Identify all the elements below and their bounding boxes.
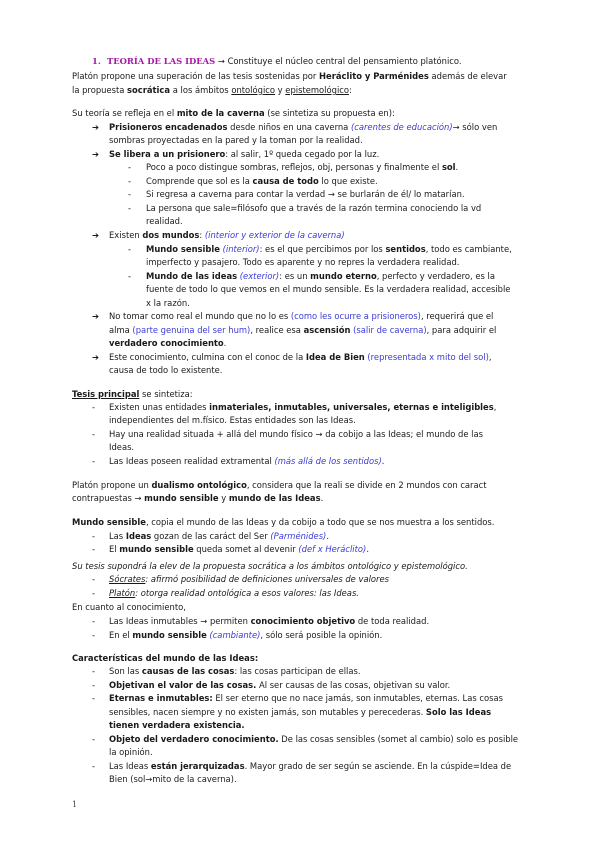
caracteristica-item	[109, 760, 511, 774]
arrow-bullet-icon: ➔	[92, 352, 100, 362]
sensible-item	[109, 543, 369, 557]
text: , realice esa	[250, 325, 304, 335]
text: , copia el mundo de las Ideas y da cobijo a todo que se nos muestra a los sentidos.	[145, 517, 495, 527]
text: queda somet al devenir	[193, 544, 299, 554]
bullet-libera	[109, 148, 379, 162]
dash-bullet-icon: -	[92, 616, 96, 626]
text: De las cosas sensibles (somet al cambio) solo es posible	[278, 734, 519, 744]
caracteristicas-title: Características del mundo de las Ideas:	[72, 653, 259, 663]
text: Las Ideas	[109, 761, 151, 771]
text: .	[455, 162, 459, 172]
text: , todo es cambiante,	[425, 244, 512, 254]
sub-item: Si regresa a caverna para contar la verdad → se burlarán de él/ lo matarían.	[146, 189, 465, 199]
text: Existen unas entidades	[109, 402, 210, 412]
dash-bullet-icon: -	[128, 176, 132, 186]
text-underlined: epistemológico	[285, 85, 349, 95]
dash-bullet-icon: -	[92, 544, 96, 554]
text: a los ámbitos	[170, 85, 232, 95]
dash-bullet-icon: -	[92, 531, 96, 541]
tesis-item	[109, 455, 384, 469]
caracteristica-item-cont: tienen verdadera existencia.	[109, 720, 245, 730]
text: : es el que percibimos por los	[259, 244, 386, 254]
caverna-intro	[72, 107, 395, 121]
text: .	[381, 456, 385, 466]
text-bold: Ideas	[125, 531, 152, 541]
text: , perfecto y verdadero, es la	[376, 271, 495, 281]
intro-line-2	[72, 84, 352, 98]
text-underlined: Sócrates	[109, 574, 146, 584]
text: : otorga realidad ontológica a esos valores: las Ideas.	[135, 588, 359, 598]
text-italic-blue: (Parménides)	[270, 531, 327, 541]
text: Existen	[109, 230, 143, 240]
tesis-item: Hay una realidad situada + allá del mundo físico → da cobijo a las Ideas; el mundo de las	[109, 429, 483, 439]
bullet-idea-bien-cont: causa de todo lo existente.	[109, 365, 223, 375]
sub-item-cont: x la razón.	[146, 298, 190, 308]
text: Platón propone una superación de las tesis sostenidas por	[72, 71, 320, 81]
text: .	[320, 493, 324, 503]
text-bold: Eternas e inmutables:	[109, 693, 213, 703]
text-bold: están jerarquizadas	[150, 761, 245, 771]
tesis-item-cont: independientes del m.físico. Estas entidades son las Ideas.	[109, 415, 356, 425]
text-bold: Heráclito y Parménides	[319, 71, 429, 81]
dash-bullet-icon: -	[92, 761, 96, 771]
dash-bullet-icon: -	[92, 588, 96, 598]
text: y	[218, 493, 229, 503]
text-bold: Mundo sensible	[72, 517, 146, 527]
text: .	[326, 531, 330, 541]
text-bold: socrática	[127, 85, 171, 95]
text-bold-underlined: Tesis principal	[72, 389, 140, 399]
text: gozan de las caráct del Ser	[151, 531, 271, 541]
text: Las	[109, 531, 126, 541]
text-bold: verdadero conocimiento	[109, 338, 224, 348]
text: El ser eterno que no nace jamás, son inmutables, eternas. Las cosas	[212, 693, 503, 703]
caracteristica-item-cont: la opinión.	[109, 747, 153, 757]
text-bold: mundo sensible	[144, 493, 219, 503]
text-blue: (representada x mito del sol)	[367, 352, 489, 362]
text-bold: mundo sensible	[119, 544, 194, 554]
text: (se sintetiza su propuesta en):	[264, 108, 395, 118]
text: En el	[109, 630, 133, 640]
text: : las cosas participan de ellas.	[234, 666, 361, 676]
dash-bullet-icon: -	[92, 630, 96, 640]
text-underlined: Platón	[109, 588, 136, 598]
dash-bullet-icon: -	[92, 456, 96, 466]
dualismo-line-2	[72, 492, 323, 506]
text: , requerirá que el	[420, 311, 494, 321]
caracteristica-item	[109, 665, 361, 679]
text-bold: Mundo de las ideas	[146, 271, 238, 281]
caracteristica-item-cont: Bien (sol→mito de la caverna).	[109, 774, 237, 784]
text-italic-blue: (def x Heráclito)	[298, 544, 367, 554]
heading-line	[107, 55, 462, 69]
text: Las Ideas poseen realidad extramental	[109, 456, 275, 466]
text: Poco a poco distingue sombras, reflejos, obj, personas y finalmente el	[146, 162, 442, 172]
dualismo-line-1	[72, 479, 487, 493]
text: : al salir, 1º queda cegado por la luz.	[225, 149, 380, 159]
text-bold: Solo las Ideas	[425, 707, 492, 717]
text-bold: mito de la caverna	[176, 108, 265, 118]
text: se sintetiza:	[139, 389, 193, 399]
dash-bullet-icon: -	[92, 402, 96, 412]
text-bold: mundo de las Ideas	[228, 493, 321, 503]
text: , considera que la reali se divide en 2 mundos con caract	[246, 480, 487, 490]
conocimiento-item	[109, 629, 382, 643]
caracteristica-item	[109, 692, 503, 706]
text: : es un	[279, 271, 311, 281]
intro-line-1	[72, 70, 507, 84]
page-number: 1	[72, 800, 78, 809]
dash-bullet-icon: -	[92, 429, 96, 439]
bullet-idea-bien	[109, 351, 492, 365]
text-bold: Prisioneros encadenados	[109, 122, 228, 132]
dash-bullet-icon: -	[128, 162, 132, 172]
dash-bullet-icon: -	[92, 666, 96, 676]
arrow-bullet-icon: ➔	[92, 149, 100, 159]
dash-bullet-icon: -	[128, 203, 132, 213]
bullet-no-tomar	[109, 310, 493, 324]
text: .	[223, 338, 227, 348]
tesis-item	[109, 401, 496, 415]
text: lo que existe.	[318, 176, 378, 186]
sensible-item	[109, 530, 329, 544]
text: El	[109, 544, 120, 554]
text: :	[199, 230, 205, 240]
text-underlined: ontológico	[231, 85, 276, 95]
text: contrapuestas →	[72, 493, 145, 503]
heading-number: 1.	[92, 56, 101, 66]
text: , sólo será posible la opinión.	[260, 630, 383, 640]
sensible-line	[72, 516, 494, 530]
bullet-dos-mundos	[109, 229, 345, 243]
text: , para adquirir el	[426, 325, 497, 335]
text: y	[275, 85, 286, 95]
text: Son las	[109, 666, 142, 676]
text: Al ser causas de las cosas, objetivan su valor.	[256, 680, 451, 690]
dash-bullet-icon: -	[128, 244, 132, 254]
text-bold: inmateriales, inmutables, universales, eternas e inteligibles	[209, 402, 494, 412]
text-bold: Idea de Bien	[305, 352, 365, 362]
heading-rest: → Constituye el núcleo central del pensamiento platónico.	[215, 56, 462, 66]
tesis-item-cont: Ideas.	[109, 442, 135, 452]
text: . Mayor grado de ser según se asciende. En la cúspide=Idea de	[244, 761, 512, 771]
tesis-heading	[72, 388, 193, 402]
sub-item-cont: fuente de todo lo que vemos en el mundo sensible. Es la verdadera realidad, accesible	[146, 284, 511, 294]
text: :	[349, 85, 352, 95]
arrow-bullet-icon: ➔	[92, 311, 100, 321]
sub-item-mundo-ideas	[146, 270, 495, 284]
text-blue: (parte genuina del ser hum)	[132, 325, 251, 335]
text-bold: sol	[441, 162, 456, 172]
dash-bullet-icon: -	[92, 574, 96, 584]
bullet-prisioneros-cont: sombras proyectadas en la pared y la toman por la realidad.	[109, 135, 363, 145]
tesis2-line: Su tesis supondrá la elev de la propuesta socrática a los ámbitos ontológico y epistemológico.	[72, 561, 468, 571]
bullet-no-tomar-cont	[109, 324, 496, 338]
text: ,	[493, 402, 497, 412]
conocimiento-line: En cuanto al conocimiento,	[72, 602, 186, 612]
text-italic-blue: (interior y exterior de la caverna)	[204, 230, 345, 240]
arrow-bullet-icon: ➔	[92, 122, 100, 132]
text: la propuesta	[72, 85, 128, 95]
sub-item-mundo-sensible	[146, 243, 512, 257]
bullet-no-tomar-cont	[109, 337, 226, 351]
text-italic-blue: (exterior)	[237, 271, 280, 281]
text-bold: dos mundos	[142, 230, 200, 240]
text: de toda realidad.	[355, 616, 430, 626]
text-bold: causas de las cosas	[141, 666, 235, 676]
text: además de elevar	[428, 71, 507, 81]
sub-item-cont: realidad.	[146, 216, 183, 226]
text-bold: conocimiento objetivo	[250, 616, 356, 626]
sub-item: La persona que sale=filósofo que a través de la razón termina conociendo la vd	[146, 203, 482, 213]
text-blue: (salir de caverna)	[353, 325, 427, 335]
caracteristica-item	[109, 679, 450, 693]
caracteristica-item-cont	[109, 706, 491, 720]
sub-item	[146, 161, 458, 175]
text: desde niños en una caverna	[227, 122, 351, 132]
caracteristica-item	[109, 733, 518, 747]
text-bold: dualismo ontológico	[151, 480, 247, 490]
text: → sólo ven	[452, 122, 498, 132]
text-italic-blue: (interior)	[219, 244, 260, 254]
text: No tomar como real el mundo que no lo es	[109, 311, 291, 321]
dash-bullet-icon: -	[92, 734, 96, 744]
text-italic-blue: (cambiante)	[209, 630, 261, 640]
dash-bullet-icon: -	[128, 189, 132, 199]
dash-bullet-icon: -	[92, 693, 96, 703]
text-italic-blue: (carentes de educación)	[350, 122, 453, 132]
heading-title: TEORÍA DE LAS IDEAS	[107, 56, 216, 66]
text: alma	[109, 325, 133, 335]
dash-bullet-icon: -	[128, 271, 132, 281]
sub-item-cont: imperfecto y pasajero. Todo es aparente y no repres la verdadera realidad.	[146, 257, 460, 267]
tesis2-item	[109, 587, 359, 601]
text-bold: Mundo sensible	[146, 244, 220, 254]
text-bold: mundo sensible	[132, 630, 207, 640]
dash-bullet-icon: -	[92, 680, 96, 690]
text-italic-blue: (más allá de los sentidos)	[274, 456, 382, 466]
text-bold: Objeto del verdadero conocimiento.	[109, 734, 279, 744]
tesis2-item	[109, 573, 389, 587]
text: Las Ideas inmutables → permiten	[109, 616, 251, 626]
text: sensibles, nacen siempre y no existen jamás, son mutables y perecederas.	[109, 707, 426, 717]
text: Platón propone un	[72, 480, 152, 490]
text-bold: Se libera a un prisionero	[109, 149, 226, 159]
sub-item	[146, 175, 378, 189]
text-bold: causa de todo	[252, 176, 319, 186]
text: Comprende que sol es la	[146, 176, 253, 186]
text: .	[366, 544, 369, 554]
text: : afirmó posibilidad de definiciones universales de valores	[145, 574, 390, 584]
conocimiento-item	[109, 615, 429, 629]
text: Este conocimiento, culmina con el conoc de la	[109, 352, 306, 362]
text-bold: Objetivan el valor de las cosas.	[109, 680, 257, 690]
text-bold: ascensión	[303, 325, 351, 335]
text-bold: sentidos	[385, 244, 426, 254]
text-blue: (como les ocurre a prisioneros)	[290, 311, 421, 321]
text: ,	[488, 352, 492, 362]
bullet-prisioneros	[109, 121, 497, 135]
text: Su teoría se refleja en el	[72, 108, 177, 118]
arrow-bullet-icon: ➔	[92, 230, 100, 240]
text-bold: mundo eterno	[310, 271, 377, 281]
